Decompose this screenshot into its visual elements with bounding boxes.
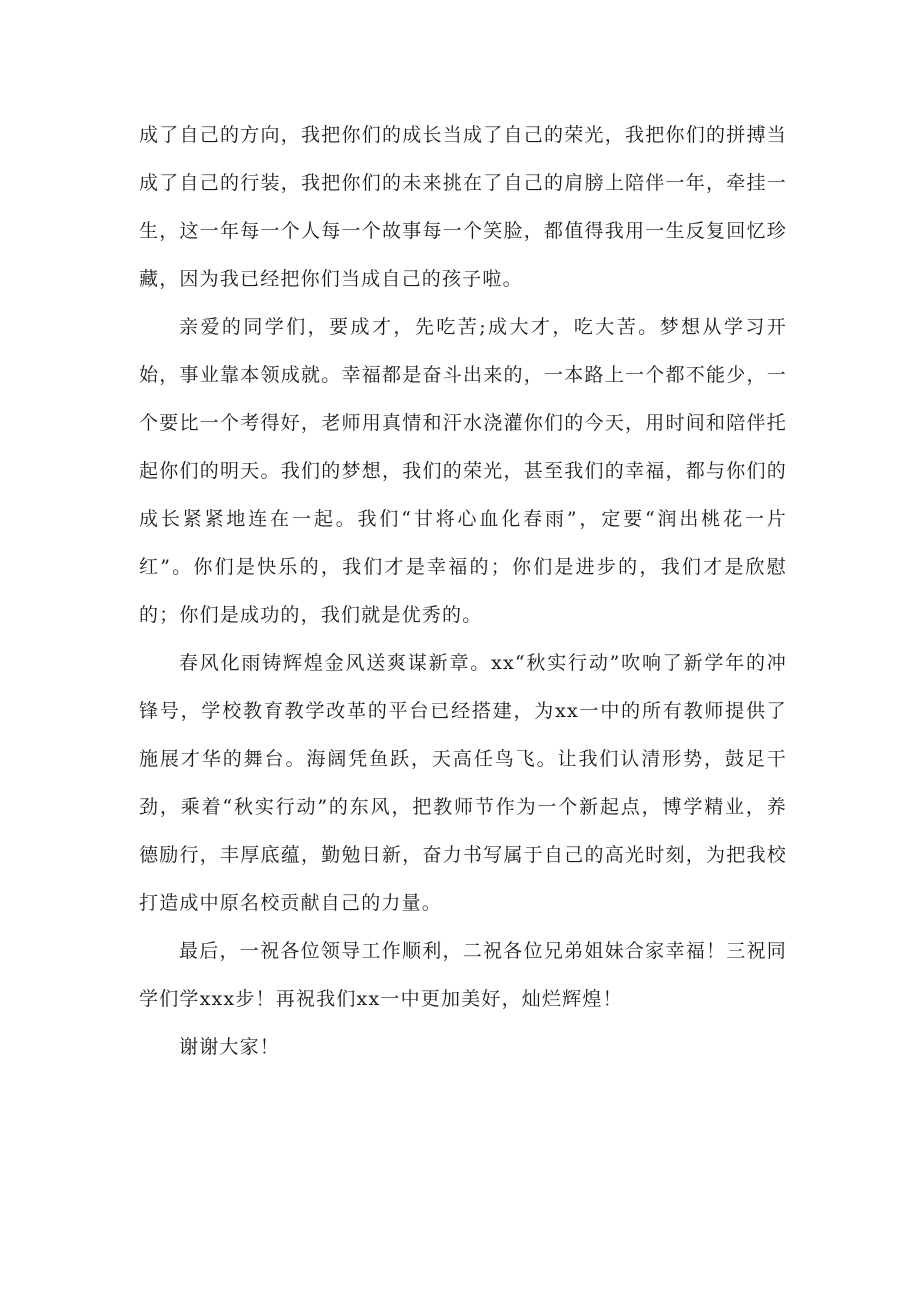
document-body xyxy=(139,111,787,1071)
paragraph-autumn-action: 春风化雨铸辉煌金风送爽谋新章。xx“秋实行动”吹响了新学年的冲锋号，学校教育教学改革的平台已经搭建，为xx一中的所有教师提供了施展才华的舞台。海阔凭鱼跃，天高任鸟飞。让我们认清形势，鼓足干劲，乘着“秋实行动”的东风，把教师节作为一个新起点，博学精业，养德励行，丰厚底蕴，勤勉日新，奋力书写属于自己的高光时刻，为把我校打造成中原名校贡献自己的力量。 xyxy=(139,652,787,914)
paragraph-thanks: 谢谢大家！ xyxy=(179,1036,281,1058)
paragraph-students: 亲爱的同学们，要成才，先吃苦;成大才，吃大苦。梦想从学习开始，事业靠本领成就。幸福都是奋斗出来的，一本路上一个都不能少，一个要比一个考得好，老师用真情和汗水浇灌你们的今天，用时间和陪伴托起你们的明天。我们的梦想，我们的荣光，甚至我们的幸福，都与你们的成长紧紧地连在一起。我们“甘将心血化春雨”，定要“润出桃花一片红”。你们是快乐的，我们才是幸福的；你们是进步的，我们才是欣慰的；你们是成功的，我们就是优秀的。 xyxy=(139,316,787,626)
paragraph-blessings: 最后，一祝各位领导工作顺利，二祝各位兄弟姐妹合家幸福！三祝同学们学xxx步！再祝我们xx一中更加美好，灿烂辉煌！ xyxy=(139,940,787,1010)
paragraph-continuation: 成了自己的方向，我把你们的成长当成了自己的荣光，我把你们的拼搏当成了自己的行装，我把你们的未来挑在了自己的肩膀上陪伴一年，牵挂一生，这一年每一个人每一个故事每一个笑脸，都值得我用一生反复回忆珍藏，因为我已经把你们当成自己的孩子啦。 xyxy=(139,124,787,290)
